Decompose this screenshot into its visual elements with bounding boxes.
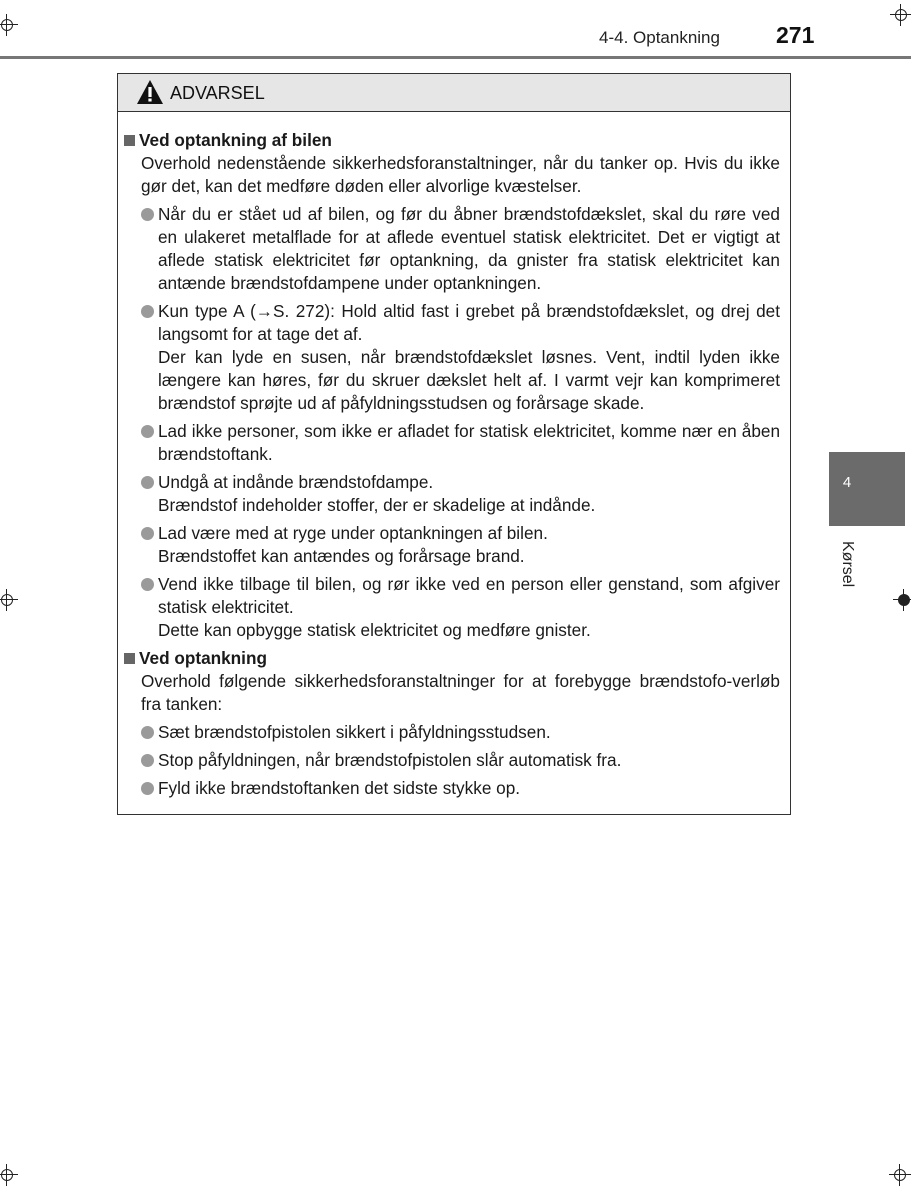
round-bullet-icon xyxy=(141,782,154,795)
section-heading xyxy=(124,129,780,152)
list-item xyxy=(141,471,780,517)
list-item xyxy=(141,721,780,744)
crop-mark-mid-left xyxy=(0,589,18,611)
section-heading-text: Ved optankning xyxy=(139,648,267,668)
list-item-text: Lad være med at ryge under optankningen af bilen. xyxy=(158,523,548,543)
list-item xyxy=(141,777,780,800)
list-item-text: Når du er stået ud af bilen, og før du åbner brændstofdækslet, skal du røre ved en ulakeret metalflade for at aflede eventuel statisk elektricitet. Det er vigtigt at aflede statisk elektricitet før optankning, da gnister fra statisk elektricitet kan antænde brændstofdampene under optankningen. xyxy=(158,204,780,293)
warning-label: ADVARSEL xyxy=(170,83,265,103)
list-item-text: Stop påfyldningen, når brændstofpistolen slår automatisk fra. xyxy=(158,750,622,770)
list-item xyxy=(141,300,780,415)
header-rule xyxy=(0,56,911,59)
warning-header xyxy=(118,74,790,112)
list-item-text: Sæt brændstofpistolen sikkert i påfyldningsstudsen. xyxy=(158,722,551,742)
section-intro: Overhold følgende sikkerhedsforanstaltninger for at forebygge brændstofo-verløb fra tanken: xyxy=(141,671,780,714)
list-item-text: Brændstoffet kan antændes og forårsage brand. xyxy=(158,546,525,566)
list-item-text: Brændstof indeholder stoffer, der er skadelige at indånde. xyxy=(158,495,596,515)
round-bullet-icon xyxy=(141,425,154,438)
list-item xyxy=(141,522,780,568)
list-item xyxy=(141,573,780,642)
round-bullet-icon xyxy=(141,208,154,221)
section-heading-text: Ved optankning af bilen xyxy=(139,130,332,150)
round-bullet-icon xyxy=(141,578,154,591)
section-intro: Overhold nedenstående sikkerhedsforanstaltninger, når du tanker op. Hvis du ikke gør det, kan det medføre døden eller alvorlige kvæstelser. xyxy=(141,153,780,196)
section-title: 4-4. Optankning xyxy=(599,28,720,47)
list-item-text: Dette kan opbygge statisk elektricitet og medføre gnister. xyxy=(158,620,591,640)
list-item-text: Der kan lyde en susen, når brændstofdækslet løsnes. Vent, indtil lyden ikke længere kan høres, før du skruer dækslet helt af. I varmt vejr kan komprimeret brændstof sprøjte ud af påfyldningsstudsen og forårsage skade. xyxy=(158,347,780,413)
crop-mark-bottom-left xyxy=(0,1164,18,1186)
round-bullet-icon xyxy=(141,476,154,489)
list-item-text: Vend ikke tilbage til bilen, og rør ikke ved en person eller genstand, som afgiver statisk elektricitet. xyxy=(158,574,780,617)
chapter-label: Kørsel xyxy=(839,541,856,588)
crop-mark-top-left xyxy=(0,14,18,36)
round-bullet-icon xyxy=(141,726,154,739)
section-heading xyxy=(124,647,780,670)
list-item-text: Kun type A (→S. 272): Hold altid fast i grebet på brændstofdækslet, og drej det langsomt for at tage det af. xyxy=(158,301,780,344)
list-item xyxy=(141,420,780,466)
list-item xyxy=(141,749,780,772)
warning-content xyxy=(124,129,780,800)
page-number: 271 xyxy=(776,22,815,48)
square-bullet-icon xyxy=(124,135,135,146)
round-bullet-icon xyxy=(141,527,154,540)
list-item-text: Undgå at indånde brændstofdampe. xyxy=(158,472,434,492)
warning-triangle-icon xyxy=(136,79,164,105)
chapter-number: 4 xyxy=(842,474,852,491)
list-item-text: Fyld ikke brændstoftanken det sidste stykke op. xyxy=(158,778,521,798)
square-bullet-icon xyxy=(124,653,135,664)
list-item xyxy=(141,203,780,295)
list-item-text: Lad ikke personer, som ikke er afladet for statisk elektricitet, komme nær en åben brændstoftank. xyxy=(158,421,780,464)
round-bullet-icon xyxy=(141,754,154,767)
crop-mark-bottom-right xyxy=(889,1164,911,1186)
crop-mark-mid-right xyxy=(893,589,911,611)
round-bullet-icon xyxy=(141,305,154,318)
chapter-tab xyxy=(829,452,905,526)
crop-mark-top-right xyxy=(890,4,911,26)
warning-box xyxy=(117,73,791,815)
